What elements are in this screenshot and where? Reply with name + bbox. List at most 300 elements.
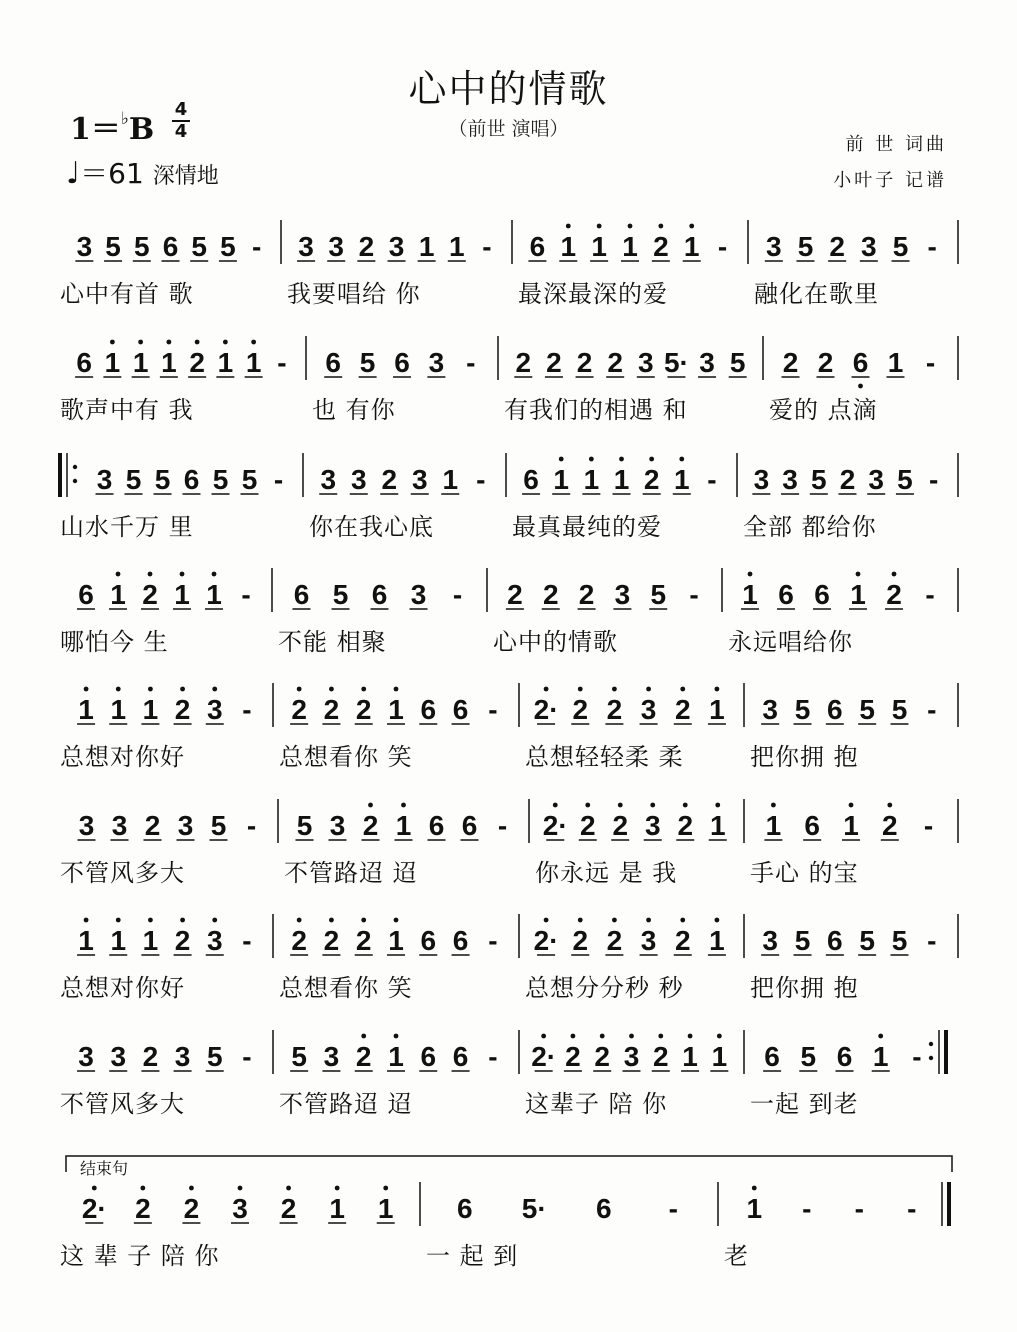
high-octave-dot	[212, 572, 217, 577]
note: 6	[293, 579, 310, 610]
high-octave-dot	[646, 687, 651, 692]
note: 6	[394, 347, 410, 378]
note: 3	[861, 231, 877, 262]
note: 2	[572, 694, 589, 725]
high-octave-dot	[148, 918, 153, 923]
note: 2	[507, 579, 523, 610]
note: 1	[622, 231, 638, 262]
low-octave-dot	[858, 384, 863, 389]
high-octave-dot	[715, 918, 720, 923]
note: 6	[814, 579, 830, 610]
note: 5	[892, 231, 909, 262]
note: 3	[174, 1041, 191, 1072]
high-octave-dot	[394, 687, 399, 692]
note: 6	[78, 579, 94, 610]
high-octave-dot	[394, 1034, 399, 1039]
lyric-line: 你在我心底	[309, 513, 434, 541]
high-octave-dot	[110, 340, 115, 345]
note: 1	[418, 231, 435, 262]
high-octave-dot	[297, 687, 302, 692]
high-octave-dot	[223, 340, 228, 345]
high-octave-dot	[251, 340, 256, 345]
note: 3	[410, 579, 427, 610]
note: 5	[210, 810, 227, 841]
note: 6	[852, 347, 869, 378]
lyric-line: 这辈子 陪 你	[525, 1090, 668, 1118]
note: 3	[320, 464, 337, 495]
high-octave-dot	[180, 572, 185, 577]
note: 2	[323, 694, 340, 725]
high-octave-dot	[361, 1034, 366, 1039]
high-octave-dot	[84, 687, 89, 692]
note: 2	[829, 231, 845, 262]
note: 2·	[533, 925, 559, 956]
dash-note: -	[242, 1041, 252, 1072]
high-octave-dot	[688, 1034, 693, 1039]
dash-note: -	[907, 1193, 917, 1224]
dash-note: -	[717, 231, 728, 262]
note: 5	[133, 231, 150, 262]
note: 3	[614, 579, 631, 610]
note: 6	[452, 694, 469, 725]
note: 2·	[81, 1193, 107, 1224]
note: 3	[329, 810, 346, 841]
note: 1	[132, 347, 149, 378]
note: 3	[623, 1041, 640, 1072]
note: 1	[442, 464, 459, 495]
high-octave-dot	[544, 687, 549, 692]
note: 2	[323, 925, 340, 956]
dash-note: -	[242, 925, 252, 956]
note: 2	[886, 579, 902, 610]
dash-note: -	[497, 810, 508, 841]
note: 1	[711, 1041, 728, 1072]
note: 5	[105, 231, 121, 262]
high-octave-dot	[544, 918, 549, 923]
note: 2	[612, 810, 629, 841]
note: 6	[804, 810, 820, 841]
quarter-note-icon: ♩	[66, 156, 81, 191]
ending-label: 结束句	[80, 1159, 129, 1178]
high-octave-dot	[650, 803, 655, 808]
high-octave-dot	[752, 1186, 757, 1191]
high-octave-dot	[140, 1186, 145, 1191]
note: 5	[154, 464, 171, 495]
note: 1	[174, 579, 190, 610]
high-octave-dot	[689, 224, 694, 229]
note: 2	[578, 579, 595, 610]
tempo-value: ＝61	[80, 157, 144, 190]
high-octave-dot	[680, 687, 685, 692]
note: 2	[579, 810, 596, 841]
note: 1	[110, 579, 126, 610]
note: 1	[709, 925, 725, 956]
high-octave-dot	[649, 457, 654, 462]
high-octave-dot	[658, 224, 663, 229]
note: 2	[291, 694, 307, 725]
note: 6	[76, 347, 92, 378]
high-octave-dot	[612, 918, 617, 923]
lyric-line: 这 辈 子 陪 你	[60, 1242, 220, 1270]
note: 3	[206, 694, 223, 725]
high-octave-dot	[680, 918, 685, 923]
high-octave-dot	[329, 918, 334, 923]
note: 1	[217, 347, 234, 378]
note: 2	[817, 347, 834, 378]
note: 6	[461, 810, 478, 841]
note: 6	[452, 925, 469, 956]
note: 3	[762, 694, 778, 725]
high-octave-dot	[297, 918, 302, 923]
note: 5	[241, 464, 258, 495]
note: 6	[420, 1041, 437, 1072]
dash-note: -	[482, 231, 492, 262]
high-octave-dot	[715, 803, 720, 808]
note: 3	[428, 347, 445, 378]
note: 5	[800, 1041, 817, 1072]
note: 5	[810, 464, 827, 495]
note: 2	[355, 1041, 372, 1072]
note: 3	[411, 464, 428, 495]
note: 2	[882, 810, 898, 841]
lyric-line: 心中有首 歌	[60, 280, 194, 308]
note: 5	[891, 925, 908, 956]
dash-note: -	[452, 579, 463, 610]
dash-note: -	[246, 810, 257, 841]
note: 3	[323, 1041, 340, 1072]
note: 3	[699, 347, 715, 378]
dash-note: -	[927, 925, 937, 956]
high-octave-dot	[717, 1034, 722, 1039]
lyric-line: 永远唱给你	[728, 628, 853, 656]
high-octave-dot	[878, 1034, 883, 1039]
note: 5	[794, 925, 811, 956]
lyric-line: 歌声中有 我	[60, 396, 194, 424]
note: 5	[220, 231, 236, 262]
expression-mark: 深情地	[152, 164, 219, 189]
lyric-line: 不能 相聚	[278, 628, 387, 656]
lyric-line: 全部 都给你	[743, 513, 877, 541]
high-octave-dot	[619, 457, 624, 462]
note: 3	[388, 231, 405, 262]
note: 3	[110, 1041, 127, 1072]
lyric-line: 总想看你 笑	[279, 743, 413, 771]
note: 2·	[531, 1041, 557, 1072]
note: 1	[709, 694, 725, 725]
lyric-line: 哪怕今 生	[60, 628, 169, 656]
high-octave-dot	[715, 687, 720, 692]
note: 5	[891, 694, 908, 725]
note: 2	[643, 464, 660, 495]
dash-note: -	[488, 694, 498, 725]
high-octave-dot	[566, 224, 571, 229]
note: 1	[560, 231, 577, 262]
high-octave-dot	[238, 1186, 243, 1191]
dash-note: -	[251, 231, 262, 262]
note: 6	[183, 464, 200, 495]
high-octave-dot	[148, 687, 153, 692]
note: 6	[523, 464, 539, 495]
note: 2	[674, 694, 691, 725]
high-octave-dot	[597, 224, 602, 229]
note: 6	[371, 579, 388, 610]
note: 2	[515, 347, 532, 378]
high-octave-dot	[578, 687, 583, 692]
note: 1	[448, 231, 465, 262]
note: 3	[644, 810, 661, 841]
high-octave-dot	[212, 918, 217, 923]
dash-note: -	[476, 464, 486, 495]
high-octave-dot	[748, 572, 753, 577]
note: 3	[753, 464, 770, 495]
lyric-line: 心中的情歌	[493, 628, 618, 656]
note: 1	[395, 810, 412, 841]
note: 6	[420, 925, 437, 956]
high-octave-dot	[212, 687, 217, 692]
ending-bracket	[66, 1156, 952, 1172]
lyric-line: 总想对你好	[60, 743, 185, 771]
high-octave-dot	[892, 572, 897, 577]
note: 1	[206, 579, 222, 610]
note: 2	[280, 1193, 297, 1224]
dash-note: -	[466, 347, 476, 378]
high-octave-dot	[679, 457, 684, 462]
note: 1	[613, 464, 630, 495]
note: 1	[245, 347, 262, 378]
note: 5	[296, 810, 313, 841]
high-octave-dot	[646, 918, 651, 923]
note: 1	[746, 1193, 763, 1224]
note: 2	[355, 925, 372, 956]
lyric-line: 总想轻轻柔 柔	[525, 743, 684, 771]
note: 2	[674, 925, 691, 956]
note: 1	[872, 1041, 889, 1072]
note: 6	[836, 1041, 853, 1072]
high-octave-dot	[849, 803, 854, 808]
note: 2	[142, 579, 158, 610]
note: 1	[377, 1193, 394, 1224]
dash-note: -	[277, 347, 287, 378]
note: 6	[162, 231, 179, 262]
note: 2	[594, 1041, 611, 1072]
note: 3	[76, 231, 93, 262]
note: 5	[650, 579, 667, 610]
note: 5	[794, 694, 811, 725]
dash-note: -	[488, 925, 498, 956]
note: 2	[576, 347, 593, 378]
dash-note: -	[927, 694, 937, 725]
note: 5	[797, 231, 814, 262]
high-octave-dot	[92, 1186, 97, 1191]
lyric-line: 最深最深的爱	[518, 280, 668, 308]
note: 6	[456, 1193, 473, 1224]
note: 1	[329, 1193, 345, 1224]
key-prefix: 1＝	[70, 112, 121, 147]
note: 5·	[521, 1193, 547, 1224]
high-octave-dot	[116, 687, 121, 692]
note: 2	[381, 464, 398, 495]
lyric-line: 山水千万 里	[60, 513, 194, 541]
note: 3	[232, 1193, 248, 1224]
note: 2	[607, 347, 623, 378]
high-octave-dot	[612, 687, 617, 692]
lyric-line: 一 起 到	[426, 1242, 519, 1270]
note: 1	[887, 347, 904, 378]
note: 5	[729, 347, 746, 378]
high-octave-dot	[618, 803, 623, 808]
high-octave-dot	[116, 918, 121, 923]
lyric-line: 不管路迢 迢	[284, 859, 418, 887]
note: 1	[110, 694, 127, 725]
note: 5	[191, 231, 208, 262]
note: 5	[897, 464, 913, 495]
note: 1	[78, 925, 94, 956]
note: 2	[839, 464, 856, 495]
dash-note: -	[923, 810, 934, 841]
note: 3	[350, 464, 367, 495]
note: 1	[388, 694, 404, 725]
note: 6	[452, 1041, 469, 1072]
high-octave-dot	[383, 1186, 388, 1191]
note: 2	[652, 1041, 669, 1072]
note: 1	[709, 810, 726, 841]
high-octave-dot	[571, 1034, 576, 1039]
note: 2	[183, 1193, 200, 1224]
dash-note: -	[668, 1193, 678, 1224]
credit-lyrics-music: 前 世 词曲	[845, 134, 947, 155]
note: 6	[325, 347, 341, 378]
note: 3	[78, 810, 95, 841]
lyric-line: 不管风多大	[60, 1090, 185, 1118]
high-octave-dot	[116, 572, 121, 577]
note: 1	[673, 464, 690, 495]
note: 3	[782, 464, 798, 495]
credit-transcriber: 小叶子 记谱	[833, 170, 947, 191]
dash-note: -	[242, 694, 252, 725]
high-octave-dot	[195, 340, 200, 345]
note: 6	[778, 579, 794, 610]
note: 6	[764, 1041, 780, 1072]
high-octave-dot	[401, 803, 406, 808]
note: 3	[177, 810, 194, 841]
note: 6	[595, 1193, 612, 1224]
note: 5	[859, 694, 875, 725]
high-octave-dot	[361, 687, 366, 692]
repeat-dot	[929, 1042, 933, 1046]
note: 5·	[663, 347, 689, 378]
high-octave-dot	[180, 687, 185, 692]
note: 2	[189, 347, 205, 378]
note: 3	[78, 1041, 94, 1072]
note: 3	[638, 347, 654, 378]
lyric-line: 手心 的宝	[750, 859, 859, 887]
time-signature-bottom: 4	[172, 120, 190, 142]
dash-note: -	[925, 347, 936, 378]
high-octave-dot	[84, 918, 89, 923]
note: 6	[827, 694, 843, 725]
note: 3	[868, 464, 885, 495]
note: 3	[111, 810, 128, 841]
high-octave-dot	[335, 1186, 340, 1191]
note: 1	[843, 810, 859, 841]
note: 6	[428, 810, 445, 841]
note: 2	[142, 1041, 159, 1072]
note: 1	[142, 925, 159, 956]
note: 5	[859, 925, 875, 956]
high-octave-dot	[286, 1186, 291, 1191]
note: 6	[827, 925, 843, 956]
repeat-dot	[73, 465, 77, 469]
note: 1	[583, 464, 600, 495]
high-octave-dot	[600, 1034, 605, 1039]
note: 1	[104, 347, 121, 378]
note: 1	[850, 579, 866, 610]
note: 2	[565, 1041, 581, 1072]
note: 2	[358, 231, 375, 262]
note: 2	[546, 347, 562, 378]
note: 1	[388, 925, 404, 956]
high-octave-dot	[683, 803, 688, 808]
note: 2	[144, 810, 161, 841]
note: 1	[388, 1041, 404, 1072]
dash-note: -	[802, 1193, 812, 1224]
high-octave-dot	[180, 918, 185, 923]
note: 2	[606, 925, 623, 956]
high-octave-dot	[394, 918, 399, 923]
lyric-line: 我要唱给 你	[287, 280, 421, 308]
high-octave-dot	[361, 918, 366, 923]
lyric-line: 最真最纯的爱	[512, 513, 662, 541]
note: 2	[135, 1193, 151, 1224]
high-octave-dot	[329, 687, 334, 692]
note: 5	[125, 464, 142, 495]
note: 1	[553, 464, 570, 495]
high-octave-dot	[166, 340, 171, 345]
note: 2	[782, 347, 799, 378]
lyric-line: 也 有你	[312, 396, 396, 424]
dash-note: -	[241, 579, 251, 610]
lyric-line: 总想看你 笑	[279, 974, 413, 1002]
high-octave-dot	[559, 457, 564, 462]
flat-sign: ♭	[120, 109, 129, 129]
note: 2	[653, 231, 669, 262]
note: 6	[529, 231, 546, 262]
lyric-line: 把你拥 抱	[750, 974, 859, 1002]
high-octave-dot	[887, 803, 892, 808]
note: 3	[96, 464, 113, 495]
song-title: 心中的情歌	[408, 67, 609, 111]
note: 3	[328, 231, 345, 262]
note: 5	[359, 347, 376, 378]
note: 2	[174, 925, 191, 956]
note: 2·	[533, 694, 559, 725]
high-octave-dot	[585, 803, 590, 808]
note: 2	[355, 694, 372, 725]
lyric-line: 你永远 是 我	[535, 859, 678, 887]
high-octave-dot	[541, 1034, 546, 1039]
note: 2	[677, 810, 694, 841]
note: 3	[762, 925, 778, 956]
note: 5	[291, 1041, 307, 1072]
note: 3	[640, 925, 657, 956]
note: 5	[332, 579, 349, 610]
dash-note: -	[273, 464, 284, 495]
performer-note: （前世 演唱）	[448, 118, 569, 140]
note: 1	[591, 231, 607, 262]
note: 1	[765, 810, 782, 841]
dash-note: -	[707, 464, 717, 495]
key-note: B	[128, 112, 155, 147]
